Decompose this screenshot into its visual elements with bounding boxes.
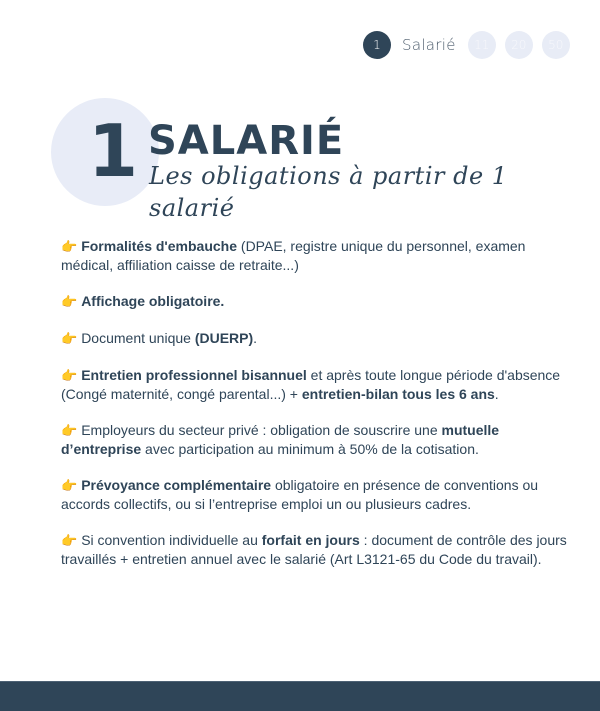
pointing-hand-icon: 👉 — [61, 239, 78, 254]
list-item — [61, 292, 571, 311]
step-11-indicator[interactable]: 11 — [468, 31, 496, 59]
body-text: Si convention individuelle au — [81, 532, 262, 548]
page-title: SALARIÉ — [148, 118, 345, 164]
pointing-hand-icon: 👉 — [61, 294, 78, 309]
emphasis-text: (DUERP) — [194, 330, 254, 346]
body-text: . — [253, 330, 258, 346]
page-subtitle: Les obligations à partir de 1 salarié — [149, 162, 508, 222]
emphasis-text: mutuelle d’entreprise — [61, 422, 500, 457]
body-text: Document unique — [81, 330, 195, 346]
body-text: avec participation au minimum à 50% de la cotisation. — [141, 441, 479, 457]
active-step-label: Salarié — [402, 36, 456, 54]
list-item — [61, 421, 571, 458]
emphasis-text: Affichage obligatoire. — [81, 293, 225, 309]
pointing-hand-icon: 👉 — [61, 423, 78, 438]
list-item — [61, 366, 571, 403]
body-text: Employeurs du secteur privé : obligation de souscrire une — [81, 422, 442, 438]
step-50-indicator[interactable]: 50 — [542, 31, 570, 59]
emphasis-text: Prévoyance complémentaire — [81, 477, 272, 493]
step-20-indicator[interactable]: 20 — [505, 31, 533, 59]
progress-steps — [363, 31, 570, 59]
pointing-hand-icon: 👉 — [61, 331, 78, 346]
footer-bar — [0, 681, 600, 711]
emphasis-text: Formalités d'embauche — [81, 238, 238, 254]
hero-number: 1 — [88, 109, 139, 193]
emphasis-text: entretien-bilan tous les 6 ans — [301, 386, 495, 402]
pointing-hand-icon: 👉 — [61, 368, 78, 383]
pointing-hand-icon: 👉 — [61, 478, 78, 493]
list-item — [61, 476, 571, 513]
body-text: : document de contrôle des jours travaillés + entretien annuel avec le salarié (Art L3121-65 du Code du travail). — [61, 532, 567, 567]
emphasis-text: Entretien professionnel bisannuel — [81, 367, 307, 383]
emphasis-text: forfait en jours — [261, 532, 360, 548]
list-item — [61, 237, 571, 274]
pointing-hand-icon: 👉 — [61, 533, 78, 548]
step-1-indicator[interactable]: 1 — [363, 31, 391, 59]
list-item — [61, 329, 571, 348]
body-text: obligatoire en présence de conventions ou accords collectifs, ou si l’entreprise emploi un ou plusieurs cadres. — [61, 477, 539, 512]
obligations-list — [61, 237, 571, 586]
body-text: . — [494, 386, 499, 402]
list-item — [61, 531, 571, 568]
body-text: et après toute longue période d'absence (Congé maternité, congé parental...) + — [61, 367, 561, 402]
body-text: (DPAE, registre unique du personnel, examen médical, affiliation caisse de retraite...) — [61, 238, 526, 273]
